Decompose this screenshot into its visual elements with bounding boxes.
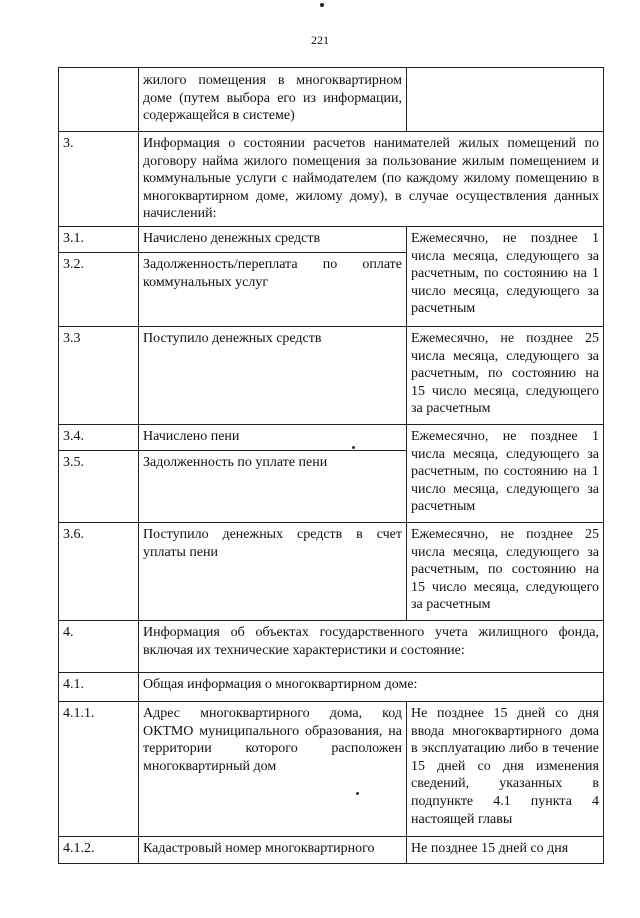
table-row [59,68,604,132]
row-description: Кадастровый номер многоквартирного [139,836,407,863]
table-row [59,672,604,701]
row-number: 3.4. [59,424,139,450]
row-number: 3.6. [59,522,139,620]
row-description: Начислено пени [139,424,407,450]
scan-speck [356,792,359,795]
row-description: Поступило денежных средств [139,326,407,424]
table-row [59,836,604,863]
row-number: 4.1.1. [59,701,139,836]
requirements-table [58,67,604,864]
table-row [59,522,604,620]
row-term [407,68,604,132]
row-term: Не позднее 15 дней со дня ввода многоквартирного дома в эксплуатацию либо в течение 15 дней со дня изменения сведений, указанных в подпункте 4.1 пункта 4 настоящей главы [407,701,604,836]
table-row [59,701,604,836]
row-number: 3.3 [59,326,139,424]
row-number: 3.1. [59,226,139,252]
row-number [59,68,139,132]
row-description: Поступило денежных средств в счет уплаты пени [139,522,407,620]
scan-speck [352,446,355,449]
row-description: Задолженность/переплата по оплате коммунальных услуг [139,252,407,326]
table-row [59,424,604,450]
row-number: 3.5. [59,450,139,522]
row-term: Ежемесячно, не позднее 25 числа месяца, следующего за расчетным, по состоянию на 15 число месяца, следующего за расчетным [407,326,604,424]
page-number: 221 [311,33,329,47]
row-description: Информация о состоянии расчетов нанимателей жилых помещений по договору найма жилого помещения за пользование жилым помещением и коммунальные услуги с наймодателем (по каждому жилому помещению в многоквартирном доме, жилому дому), в случае осуществления данных начислений: [139,132,604,227]
row-description: Задолженность по уплате пени [139,450,407,522]
table-row [59,132,604,227]
row-number: 3.2. [59,252,139,326]
row-number: 3. [59,132,139,227]
table-row [59,620,604,672]
table-row [59,226,604,252]
row-term: Ежемесячно, не позднее 1 числа месяца, следующего за расчетным, по состоянию на 1 число месяца, следующего за расчетным [407,226,604,326]
row-description: Информация об объектах государственного учета жилищного фонда, включая их технические характеристики и состояние: [139,620,604,672]
table-row [59,326,604,424]
row-description: Начислено денежных средств [139,226,407,252]
row-description: Общая информация о многоквартирном доме: [139,672,604,701]
row-number: 4.1.2. [59,836,139,863]
row-term: Ежемесячно, не позднее 1 числа месяца, следующего за расчетным, по состоянию на 1 число месяца, следующего за расчетным [407,424,604,522]
row-number: 4.1. [59,672,139,701]
row-number: 4. [59,620,139,672]
row-term: Ежемесячно, не позднее 25 числа месяца, следующего за расчетным, по состоянию на 15 число месяца, следующего за расчетным [407,522,604,620]
scan-speck [320,3,324,7]
row-term: Не позднее 15 дней со дня [407,836,604,863]
row-description: жилого помещения в многоквартирном доме (путем выбора его из информации, содержащейся в системе) [139,68,407,132]
row-description: Адрес многоквартирного дома, код ОКТМО муниципального образования, на территории которого расположен многоквартирный дом [139,701,407,836]
